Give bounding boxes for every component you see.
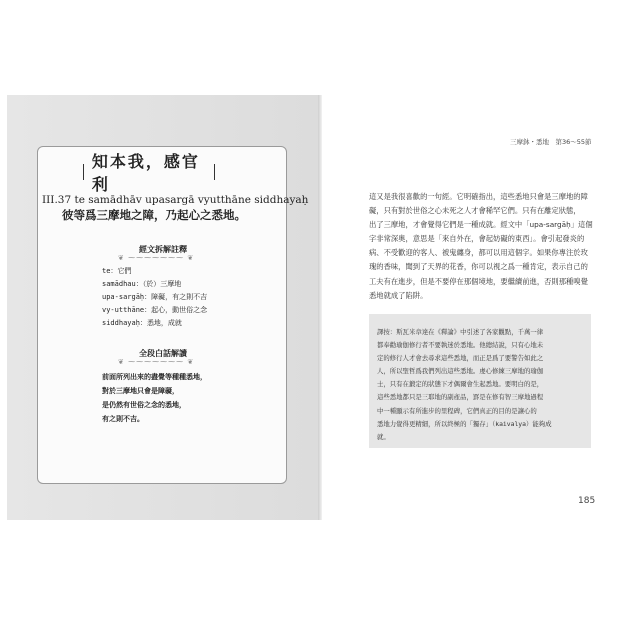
paraphrase-line: 有之則不吉。 xyxy=(102,415,144,423)
glossary-item: upa-sargāḥ：障礙，有之則不吉 xyxy=(102,293,208,301)
body-line: 這又是我很喜歡的一句經。它明確指出，這些悉地只會是三摩地的障 xyxy=(369,192,588,201)
glossary-item: siddhayaḥ：悉地，成就 xyxy=(102,319,182,327)
paraphrase-line: 前面所列出來的盡覺等種種悉地， xyxy=(102,373,207,381)
note-line: 都奉勸瑜伽修行者不要執迷於悉地。他總結說，只有心地未 xyxy=(377,341,544,350)
note-line: 中一種顯示有所進步的里程碑，它們真正的目的是讓心的 xyxy=(377,406,537,415)
glossary-item: samādhau：（於）三摩地 xyxy=(102,280,182,288)
glossary-item: te：它們 xyxy=(102,267,132,275)
running-head: 三摩鉢・悉地 第36～55節 xyxy=(510,138,592,146)
note-line: 士，只有在鍛定的狀態下才偶爾會生起悉地。要明白的是， xyxy=(377,380,544,389)
body-line: 字非常深奧，意思是「來自外在，會起妨礙的東西」。會引起發炎的 xyxy=(369,234,585,244)
section-heading-glossary: 經文拆解註釋 xyxy=(139,245,187,254)
ornament-divider: ❦ ⁓⁓⁓⁓⁓⁓⁓ ❦ xyxy=(118,254,195,262)
paraphrase-line: 對於三摩地只會是障礙， xyxy=(102,387,179,395)
page-number: 185 xyxy=(578,496,596,506)
glossary-item: vy-utthāne：起心，動世俗之念 xyxy=(102,306,208,314)
ornament-divider: ❦ ⁓⁓⁓⁓⁓⁓⁓ ❦ xyxy=(118,358,195,366)
note-line: 人，所以聖哲爲我們列出這些悉地。虔心修練三摩地的瑜伽 xyxy=(377,367,544,376)
sutra-sanskrit: III.37 te samādhāv upasargā vyutthāne siddhayaḥ xyxy=(42,194,309,206)
body-paragraph xyxy=(369,190,591,303)
body-line: 瑰的香味，聞到了天界的花香，你可以視之爲一種肯定，表示自己的 xyxy=(369,262,588,272)
note-line: 定的修行人才會去尋求這些悉地，而正是爲了要警告如此之 xyxy=(377,354,544,363)
paraphrase-line: 是仍然有世俗之念的悉地， xyxy=(102,401,186,409)
book-gutter xyxy=(318,95,322,520)
note-line: 這些悉地都只是三耶地的副產品，罫是在修有智三摩地過程 xyxy=(377,393,544,402)
body-line: 出了三摩地，才會覺得它們是一種成就。經文中「upa-sargāḥ」這個 xyxy=(369,220,593,230)
sutra-chinese: 彼等爲三摩地之障，乃起心之悉地。 xyxy=(62,208,246,222)
note-line: 譯按：斯瓦米韋達在《釋論》中引述了各家觀點，千萬一律 xyxy=(377,328,544,336)
title-bar-right xyxy=(214,164,215,180)
body-line: 工夫有在進步，但是不要停在那個境地，要繼續前進，否則那種嗅覺 xyxy=(369,276,588,286)
title-bar-left xyxy=(83,164,84,180)
card-title: 知本我，感官利 xyxy=(91,151,200,194)
body-line: 礙，只有對於世俗之心未死之人才會稀罕它們。只有在離定狀態， xyxy=(369,206,581,216)
section-heading-paraphrase: 全段白話解讀 xyxy=(139,349,187,358)
card-title-box xyxy=(75,151,223,194)
note-line: 就。 xyxy=(377,432,390,441)
body-line: 悉地就成了陷阱。 xyxy=(369,290,428,300)
body-line: 病、不受歡迎的客人、被鬼纏身，都可以用這個字。如果你專注於玫 xyxy=(369,248,588,258)
translator-note xyxy=(377,326,587,444)
note-line: 悉地力覺得更精細，所以終極的「獨存」（kaivalya）能夠成 xyxy=(377,419,552,428)
